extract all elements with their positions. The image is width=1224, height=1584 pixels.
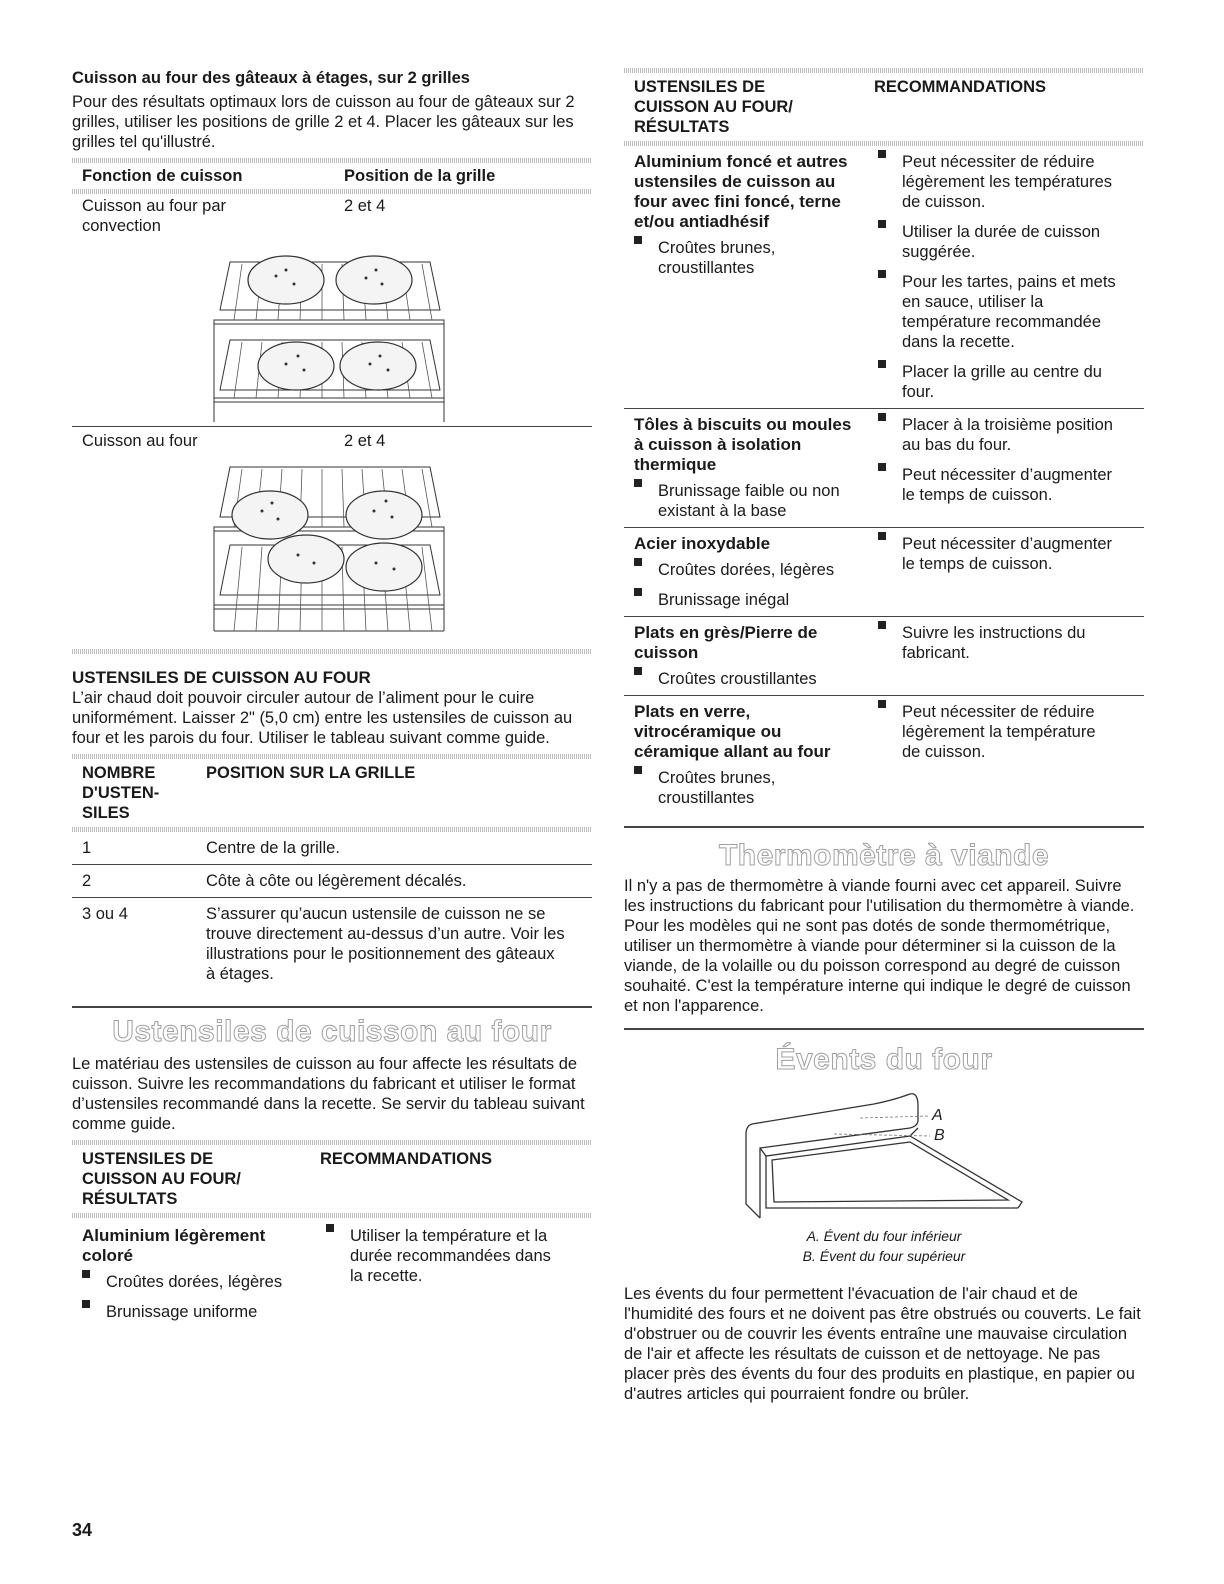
pans-position: Centre de la grille.: [206, 839, 340, 857]
bakeware-name: Acier inoxydable: [634, 534, 771, 553]
recommendation-item: Placer à la troisième position au bas du four.: [878, 415, 1116, 455]
rack-position: 2 et 4: [344, 432, 386, 450]
bullet-icon: [878, 532, 886, 540]
rack-function: Cuisson au four par convection: [82, 197, 226, 235]
bullet-icon: [634, 479, 642, 487]
pans-header-position: POSITION SUR LA GRILLE: [206, 764, 416, 782]
recommendation-item: Utiliser la température et la durée recommandées dans la recette.: [326, 1226, 562, 1286]
rack-row-convection: [72, 194, 592, 240]
result-item: Croûtes dorées, légères: [82, 1272, 310, 1292]
vents-text: Les évents du four permettent l'évacuation de l'air chaud et de l'humidité des fours et ne doivent pas être obstrués ou couverts. Le fait d'obstruer ou de couvrir les évents entraîne une mauvaise circulation de l'air et affecte les résultats de cuisson et de nettoyage. Ne pas placer près des évents du four des produits en plastique, en papier ou d'autres articles qui pourraient fondre ou brûler.: [624, 1285, 1141, 1403]
vents-title: Évents du four: [775, 1043, 993, 1076]
pans-intro: L’air chaud doit pouvoir circuler autour de l’aliment pour le cuire uniformément. Laisser 2" (5,0 cm) entre les ustensiles de cuisson au four et les parois du four. Utiliser le tableau suivant comme guide.: [72, 689, 573, 747]
bakeware-row-stainless: [624, 528, 1144, 616]
bakeware-header-recs: RECOMMANDATIONS: [874, 78, 1047, 96]
rack-row-bake: [72, 427, 592, 455]
recommendation-item: Suivre les instructions du fabricant.: [878, 623, 1116, 663]
pans-row: [72, 865, 592, 897]
bake-rack-illustration: [72, 455, 592, 639]
bullet-icon: [634, 236, 642, 244]
pans-row: [72, 898, 592, 994]
vent-caption-a: A. Évent du four inférieur: [806, 1228, 962, 1244]
recommendation-item: Utiliser la durée de cuisson suggérée.: [878, 222, 1116, 262]
bullet-icon: [878, 220, 886, 228]
pans-row: [72, 832, 592, 864]
bakeware-title: Ustensiles de cuisson au four: [112, 1015, 552, 1048]
recommendation-item: Peut nécessiter d’augmenter le temps de cuisson.: [878, 465, 1116, 505]
bullet-icon: [878, 463, 886, 471]
result-item: Croûtes dorées, légères: [634, 560, 862, 580]
bakeware-name: Aluminium légèrement coloré: [82, 1226, 266, 1265]
recommendation-item: Placer la grille au centre du four.: [878, 362, 1116, 402]
bakeware-name: Aluminium foncé et autres ustensiles de cuisson au four avec fini foncé, terne et/ou antiadhésif: [634, 152, 848, 231]
oven-vents-illustration: [624, 1084, 1144, 1222]
stack-intro: Pour des résultats optimaux lors de cuisson au four de gâteaux sur 2 grilles, utiliser les positions de grille 2 et 4. Placer les gâteaux sur les grilles tel qu'illustré.: [72, 93, 575, 151]
convection-rack-illustration: [72, 240, 592, 426]
bullet-icon: [326, 1224, 334, 1232]
pans-position: S’assurer qu’aucun ustensile de cuisson ne se trouve directement au-dessus d’un autre. Voir les illustrations pour le positionnement des gâteaux à étages.: [206, 905, 565, 983]
stack-heading: Cuisson au four des gâteaux à étages, sur 2 grilles: [72, 69, 470, 87]
thermometer-title: Thermomètre à viande: [718, 839, 1050, 872]
bakeware-row-light-aluminum: [72, 1218, 592, 1326]
bakeware-intro: Le matériau des ustensiles de cuisson au four affecte les résultats de cuisson. Suivre les recommandations du fabricant et utiliser le format d’ustensiles recommandé dans la recette. Se servir du tableau suivant comme guide.: [72, 1055, 585, 1133]
bullet-icon: [634, 766, 642, 774]
result-item: Brunissage uniforme: [82, 1302, 310, 1322]
bullet-icon: [878, 360, 886, 368]
bullet-icon: [634, 667, 642, 675]
result-item: Brunissage inégal: [634, 590, 862, 610]
callout-a: A: [932, 1107, 943, 1124]
bakeware-row-glass: [624, 696, 1144, 826]
bakeware-table-header: [72, 1145, 592, 1213]
pans-count: 1: [82, 839, 92, 857]
pans-count: 2: [82, 872, 92, 890]
result-item: Brunissage faible ou non existant à la base: [634, 481, 862, 521]
pans-heading: USTENSILES DE CUISSON AU FOUR: [72, 668, 371, 687]
bullet-icon: [82, 1270, 90, 1278]
result-item: Croûtes croustillantes: [634, 669, 862, 689]
bullet-icon: [878, 700, 886, 708]
rack-header-function: Fonction de cuisson: [82, 167, 243, 185]
bullet-icon: [878, 413, 886, 421]
bakeware-name: Plats en verre, vitrocéramique ou céramique allant au four: [634, 702, 831, 761]
rack-header-position: Position de la grille: [344, 167, 496, 185]
rack-position: 2 et 4: [344, 197, 386, 215]
bakeware-name: Tôles à biscuits ou moules à cuisson à isolation thermique: [634, 415, 852, 474]
page-number: 34: [72, 1520, 93, 1540]
pans-table-header: [72, 759, 592, 827]
pans-header-count: NOMBRE D'USTEN-SILES: [82, 764, 160, 822]
pans-position: Côte à côte ou légèrement décalés.: [206, 872, 467, 890]
bakeware-header-recs: RECOMMANDATIONS: [320, 1150, 493, 1168]
result-item: Croûtes brunes, croustillantes: [634, 768, 862, 808]
bakeware-header-pans: USTENSILES DE CUISSON AU FOUR/ RÉSULTATS: [634, 78, 793, 136]
bullet-icon: [878, 621, 886, 629]
pans-count: 3 ou 4: [82, 905, 128, 923]
bakeware-row-dark-aluminum: [624, 146, 1144, 408]
bakeware-name: Plats en grès/Pierre de cuisson: [634, 623, 818, 662]
recommendation-item: Peut nécessiter d’augmenter le temps de cuisson.: [878, 534, 1116, 574]
result-item: Croûtes brunes, croustillantes: [634, 238, 862, 278]
thermometer-text: Il n'y a pas de thermomètre à viande fourni avec cet appareil. Suivre les instructions du fabricant pour l'utilisation du thermomètre à viande. Pour les modèles qui ne sont pas dotés de sonde thermométrique, utiliser un thermomètre à viande pour déterminer si la cuisson de la viande, de la volaille ou du poisson correspond au degré de cuisson souhaité. C'est la température interne qui indique le degré de cuisson et non l'apparence.: [624, 877, 1135, 1015]
bakeware-row-stoneware: [624, 617, 1144, 695]
left-column: [72, 68, 592, 1326]
bakeware-header-pans: USTENSILES DE CUISSON AU FOUR/ RÉSULTATS: [82, 1150, 241, 1208]
bullet-icon: [878, 150, 886, 158]
bakeware-table-header-cont: [624, 73, 1144, 141]
right-column: [624, 68, 1144, 1404]
recommendation-item: Pour les tartes, pains et mets en sauce, utiliser la température recommandée dans la recette.: [878, 272, 1116, 352]
bullet-icon: [634, 558, 642, 566]
bullet-icon: [82, 1300, 90, 1308]
bakeware-row-insulated: [624, 409, 1144, 527]
callout-b: B: [934, 1127, 945, 1144]
recommendation-item: Peut nécessiter de réduire légèrement la température de cuisson.: [878, 702, 1116, 762]
rack-function: Cuisson au four: [82, 432, 198, 450]
vent-caption-b: B. Évent du four supérieur: [802, 1248, 966, 1264]
recommendation-item: Peut nécessiter de réduire légèrement les températures de cuisson.: [878, 152, 1116, 212]
rack-table-header: [72, 163, 592, 189]
bullet-icon: [634, 588, 642, 596]
bullet-icon: [878, 270, 886, 278]
